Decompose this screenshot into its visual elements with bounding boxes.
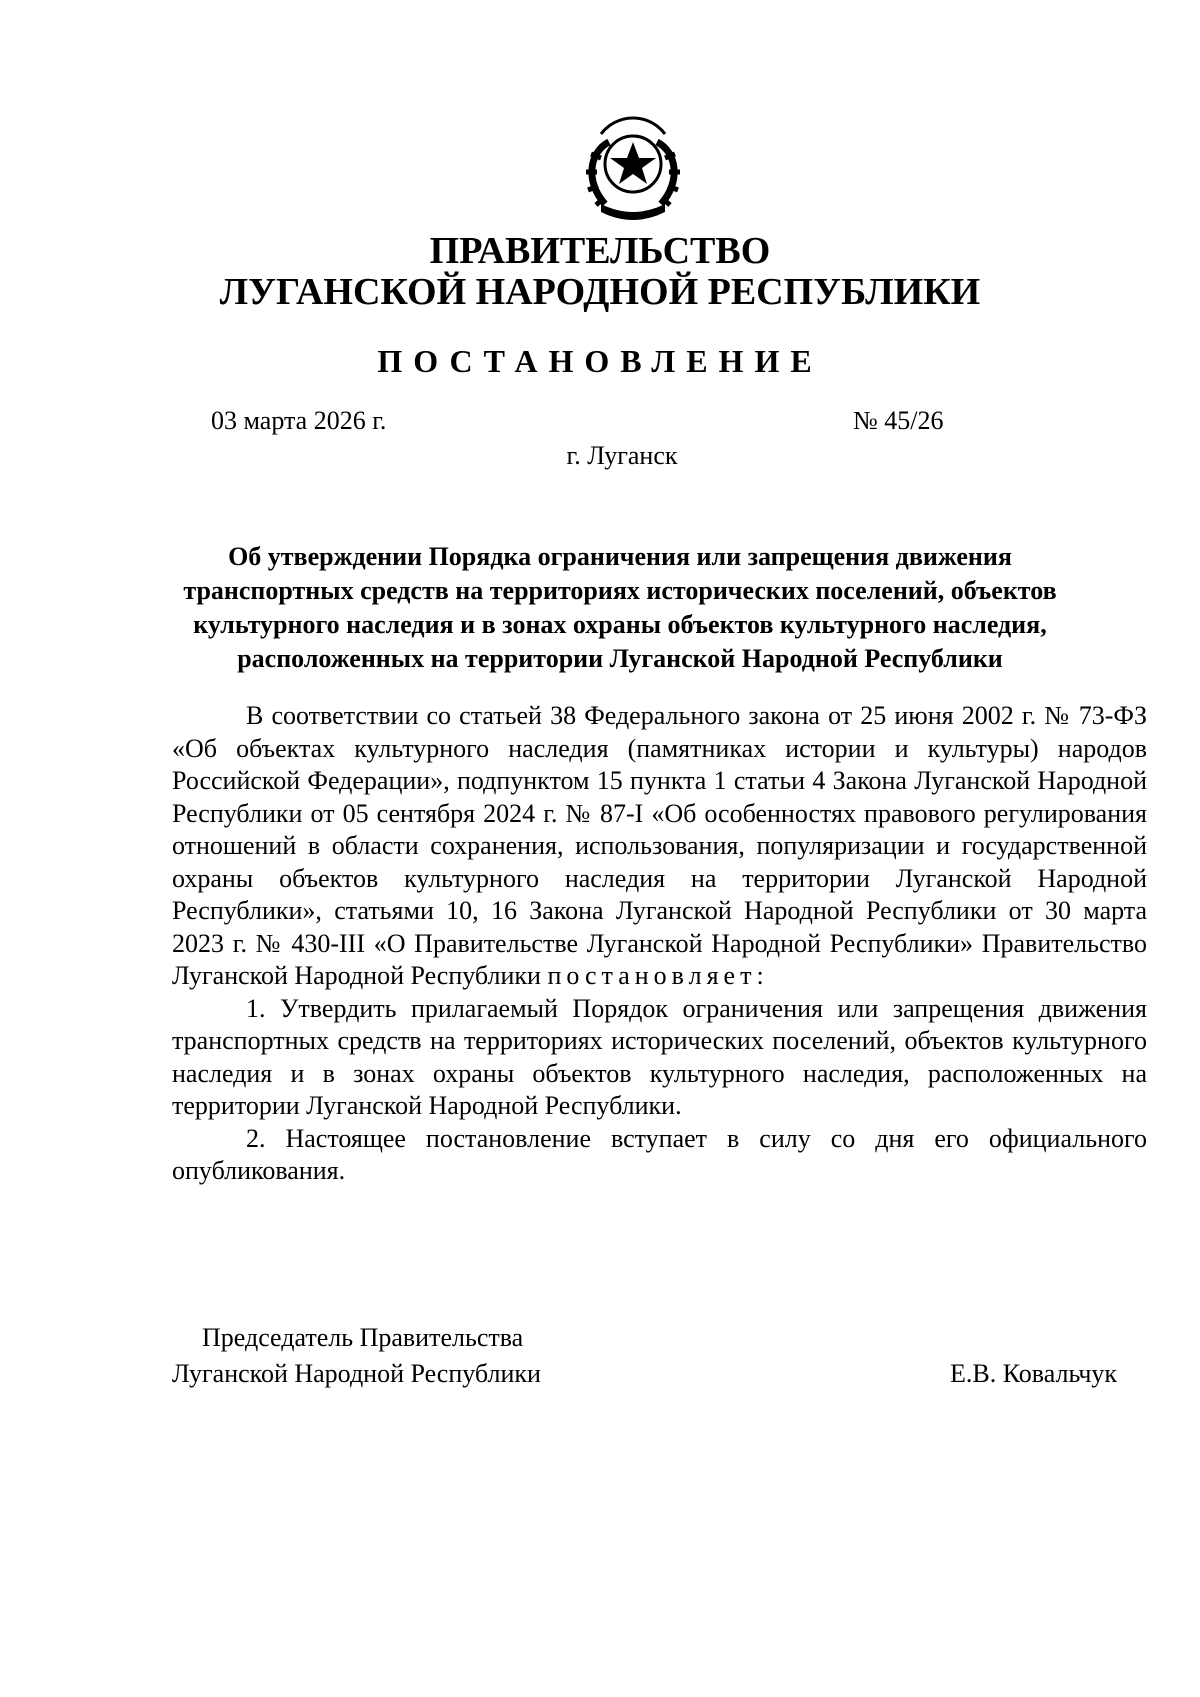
preamble-paragraph (172, 700, 1147, 993)
resolves-word: постановляет: (547, 961, 769, 990)
signatory-position-line1: Председатель Правительства (202, 1323, 524, 1352)
document-city: г. Луганск (566, 441, 678, 470)
signatory-name: Е.В. Ковальчук (950, 1359, 1118, 1388)
government-name-line1: ПРАВИТЕЛЬСТВО (429, 230, 771, 272)
document-date: 03 марта 2026 г. (211, 406, 387, 435)
document-title (150, 540, 1090, 676)
title-line: расположенных на территории Луганской Народной Республики (237, 644, 1003, 673)
title-line: транспортных средств на территориях исторических поселений, объектов (183, 576, 1057, 605)
document-body (172, 700, 1147, 1188)
title-line: Об утверждении Порядка ограничения или запрещения движения (228, 542, 1012, 571)
document-type: ПОСТАНОВЛЕНИЕ (377, 343, 823, 379)
government-name-line2: ЛУГАНСКОЙ НАРОДНОЙ РЕСПУБЛИКИ (219, 271, 981, 313)
title-line: культурного наследия и в зонах охраны объектов культурного наследия, (193, 610, 1047, 639)
coat-of-arms-icon (571, 112, 695, 220)
item-2: 2. Настоящее постановление вступает в силу со дня его официального опубликования. (172, 1123, 1147, 1185)
signatory-position (172, 1320, 541, 1392)
preamble-text: В соответствии со статьей 38 Федерального закона от 25 июня 2002 г. № 73-ФЗ «Об объектах культурного наследия (памятниках истории и культуры) народов Российской Федерации», подпунктом 15 пункта 1 статьи 4 Закона Луганской Народной Республики от 05 сентября 2024 г. № 87-I «Об особенностях правового регулирования отношений в области сохранения, использования, популяризации и государственной охраны объектов культурного наследия на территории Луганской Народной Республики», статьями 10, 16 Закона Луганской Народной Республики от 30 марта 2023 г. № 430-III «О Правительстве Луганской Народной Республики» Правительство Луганской Народной Республики (172, 701, 1147, 990)
document-number: № 45/26 (853, 406, 944, 435)
item-1: 1. Утвердить прилагаемый Порядок ограничения или запрещения движения транспортных средств на территориях исторических поселений, объектов культурного наследия и в зонах охраны объектов культурного наследия, расположенных на территории Луганской Народной Республики. (172, 993, 1147, 1120)
signatory-position-line2: Луганской Народной Республики (172, 1359, 541, 1388)
